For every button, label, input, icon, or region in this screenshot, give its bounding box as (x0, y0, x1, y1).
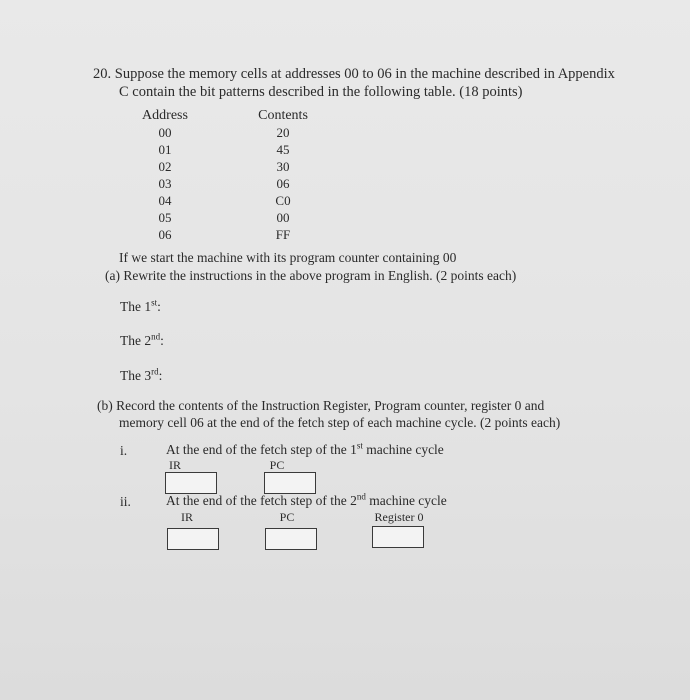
row-contents: 00 (276, 210, 290, 225)
row-contents: FF (275, 227, 291, 242)
table-row (130, 227, 320, 244)
row-contents: 20 (276, 125, 290, 140)
pc-box-cycle-2[interactable] (265, 528, 317, 550)
pc-box-cycle-1[interactable] (264, 472, 316, 494)
row-address: 00 (158, 125, 172, 140)
item-i-marker: i. (120, 443, 128, 458)
row-contents: 30 (276, 159, 290, 174)
row-address: 04 (158, 193, 172, 208)
row-address: 03 (158, 176, 172, 191)
table-row (130, 176, 320, 193)
answer-label-first: The 1st: (120, 297, 161, 314)
row-contents: 45 (276, 142, 290, 157)
table-header (130, 108, 320, 125)
item-i-text: At the end of the fetch step of the 1st machine cycle (166, 440, 444, 457)
start-condition-text: If we start the machine with its program counter containing 00 (119, 250, 457, 265)
table-row (130, 142, 320, 159)
row-contents: 06 (276, 176, 290, 191)
row-address: 02 (158, 159, 172, 174)
header-contents: Contents (258, 108, 308, 123)
label-pc-1: PC (269, 458, 285, 472)
item-ii-text: At the end of the fetch step of the 2nd machine cycle (166, 491, 447, 508)
table-row (130, 125, 320, 142)
item-ii-marker: ii. (120, 494, 131, 509)
row-address: 06 (158, 227, 172, 242)
memory-table (130, 108, 320, 244)
row-address: 01 (158, 142, 172, 157)
register-0-box-cycle-2[interactable] (372, 526, 424, 548)
answer-label-third: The 3rd: (120, 366, 163, 383)
label-pc-2: PC (279, 510, 295, 524)
ir-box-cycle-1[interactable] (165, 472, 217, 494)
table-row (130, 210, 320, 227)
table-row (130, 159, 320, 176)
part-a-text: (a) Rewrite the instructions in the above program in English. (2 points each) (105, 268, 517, 283)
table-row (130, 193, 320, 210)
answer-label-second: The 2nd: (120, 331, 164, 348)
part-b-line-2: memory cell 06 at the end of the fetch step of each machine cycle. (2 points each) (119, 415, 561, 430)
label-register-0: Register 0 (374, 510, 424, 524)
question-line-1: 20. Suppose the memory cells at addresses 00 to 06 in the machine described in Appendix (93, 66, 615, 82)
label-ir-2: IR (181, 510, 193, 524)
row-address: 05 (158, 210, 172, 225)
label-ir-1: IR (169, 458, 181, 472)
question-line-2: C contain the bit patterns described in the following table. (18 points) (119, 84, 523, 100)
row-contents: C0 (275, 193, 291, 208)
ir-box-cycle-2[interactable] (167, 528, 219, 550)
header-address: Address (142, 108, 188, 123)
part-b-line-1: (b) Record the contents of the Instruction Register, Program counter, register 0 and (97, 398, 545, 413)
